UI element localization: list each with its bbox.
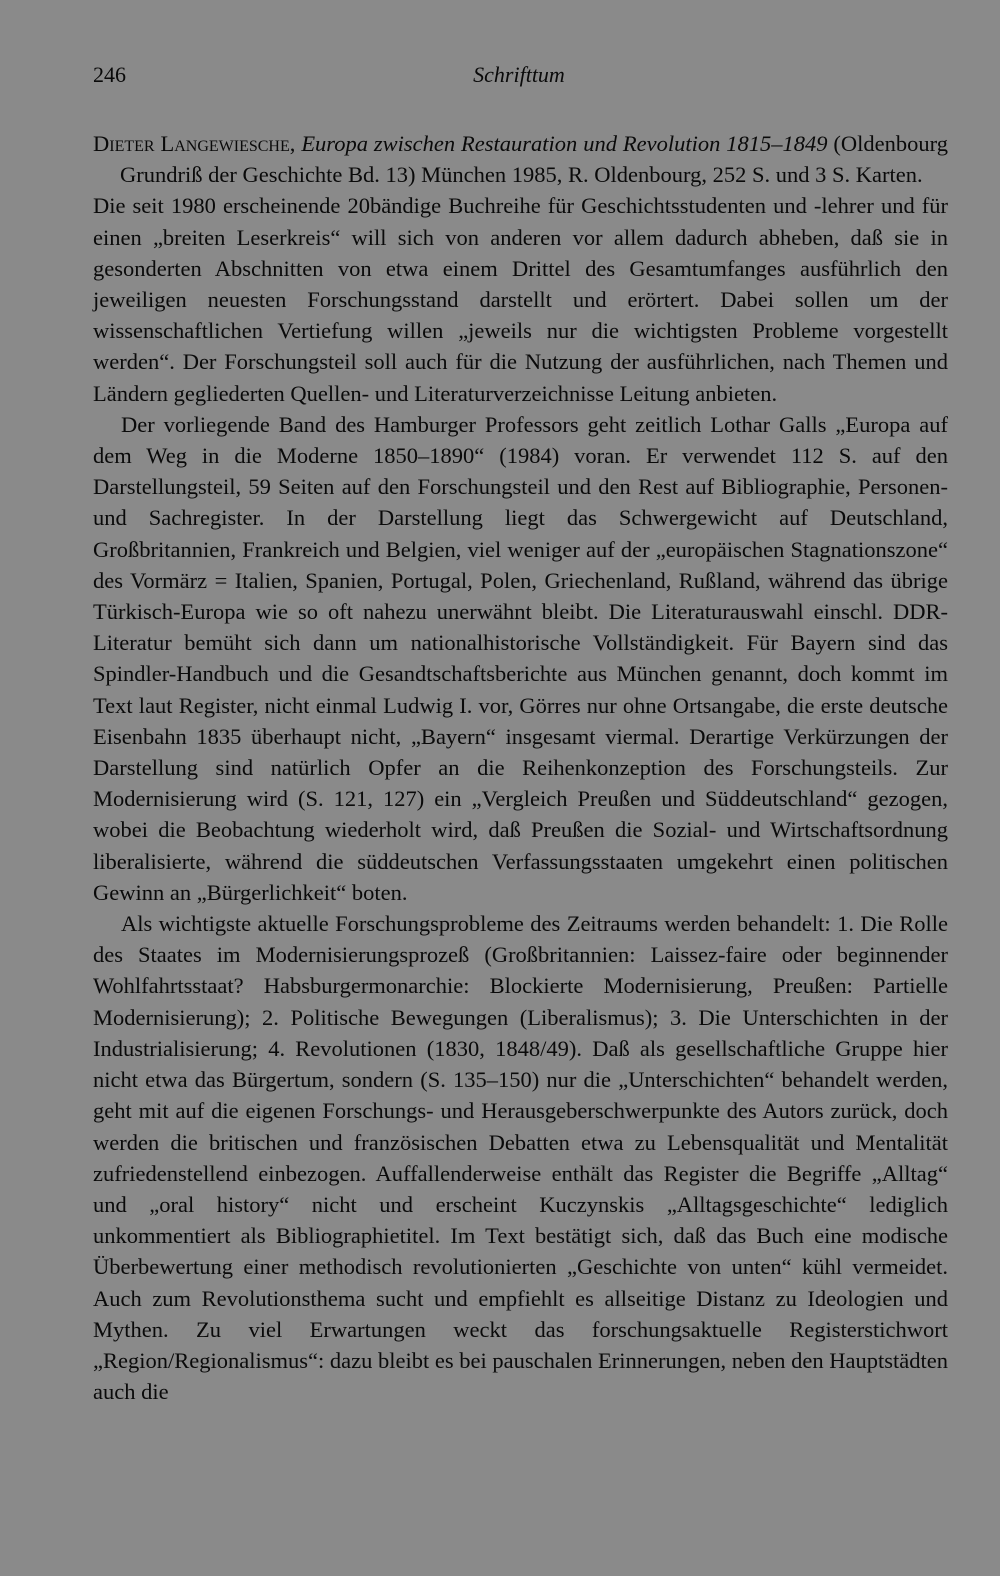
citation-details: (Oldenbourg Grundriß der Geschichte Bd. 13) München 1985, R. Oldenbourg, 252 S. und 3 S. Karten. <box>120 131 948 188</box>
paragraph: Als wichtigste aktuelle Forschungsprobleme des Zeitraums werden behandelt: 1. Die Rolle des Staates im Modernisierungsprozeß (Großbritannien: Laissez-faire oder beginnender Wohlfahrtsstaat? Habsburgermonarchie: Blockierte Modernisierung, Preußen: Partielle Modernisierung); 2. Politische Bewegungen (Liberalismus); 3. Die Unterschichten in der Industrialisierung; 4. Revolutionen (1830, 1848/49). Daß als gesellschaftliche Gruppe hier nicht etwa das Bürgertum, sondern (S. 135–150) nur die „Unterschichten“ behandelt werden, geht mit auf die eigenen Forschungs- und Herausgeberschwerpunkte des Autors zurück, doch werden die britischen und französischen Debatten etwa zu Lebensqualität und Mentalität zufriedenstellend einbezogen. Auffallenderweise enthält das Register die Begriffe „Alltag“ und „oral history“ nicht und erscheint Kuczynskis „Alltagsgeschichte“ lediglich unkommentiert als Bibliographietitel. Im Text bestätigt sich, daß das Buch eine modische Überbewertung einer methodisch revolutionierten „Geschichte von unten“ kühl vermeidet. Auch zum Revolutionsthema sucht und empfiehlt es allseitige Distanz zu Ideologien und Mythen. Zu viel Erwartungen weckt das forschungsaktuelle Registerstichwort „Region/Regionalismus“: dazu bleibt es bei pauschalen Erinnerungen, neben den Hauptstädten auch die <box>93 911 948 1405</box>
citation-title: Europa zwischen Restauration und Revolution 1815–1849 <box>301 131 828 156</box>
paragraph: Der vorliegende Band des Hamburger Professors geht zeitlich Lothar Galls „Europa auf dem Weg in die Moderne 1850–1890“ (1984) voran. Er verwendet 112 S. auf den Darstellungsteil, 59 Seiten auf den Forschungsteil und den Rest auf Bibliographie, Personen- und Sachregister. In der Darstellung liegt das Schwergewicht auf Deutschland, Großbritannien, Frankreich und Belgien, viel weniger auf der „europäischen Stagnationszone“ des Vormärz = Italien, Spanien, Portugal, Polen, Griechenland, Rußland, während das übrige Türkisch-Europa wie so oft nahezu unerwähnt bleibt. Die Literaturauswahl einschl. DDR-Literatur bemüht sich dann um nationalhistorische Vollständigkeit. Für Bayern sind das Spindler-Handbuch und die Gesandtschaftsberichte aus München genannt, doch kommt im Text laut Register, nicht einmal Ludwig I. vor, Görres nur ohne Ortsangabe, die erste deutsche Eisenbahn 1835 überhaupt nicht, „Bayern“ insgesamt viermal. Derartige Verkürzungen der Darstellung sind natürlich Opfer an die Reihenkonzeption des Forschungsteils. Zur Modernisierung wird (S. 121, 127) ein „Vergleich Preußen und Süddeutschland“ gezogen, wobei die Beobachtung wiederholt wird, daß Preußen die Sozial- und Wirtschaftsordnung liberalisierte, während die süddeutschen Verfassungsstaaten umgekehrt einen politischen Gewinn an „Bürgerlichkeit“ boten. <box>93 411 948 905</box>
body-text <box>93 128 948 1407</box>
page-number: 246 <box>93 62 126 87</box>
book-citation <box>93 128 948 190</box>
page-header <box>93 62 945 94</box>
paragraph: Die seit 1980 erscheinende 20bändige Buchreihe für Geschichtsstudenten und -lehrer und für einen „breiten Leserkreis“ will sich von anderen vor allem dadurch abheben, daß sie in gesonderten Abschnitten von etwa einem Drittel des Gesamtumfanges ausführlich den jeweiligen neuesten Forschungsstand darstellt und erörtert. Dabei sollen um der wissenschaftlichen Vertiefung willen „jeweils nur die wichtigsten Probleme vorgestellt werden“. Der Forschungsteil soll auch für die Nutzung der ausführlichen, nach Themen und Ländern gegliederten Quellen- und Literaturverzeichnisse Leitung anbieten. <box>93 193 948 406</box>
citation-author: Dieter Langewiesche, <box>93 131 296 156</box>
running-head: Schrifttum <box>473 62 565 87</box>
